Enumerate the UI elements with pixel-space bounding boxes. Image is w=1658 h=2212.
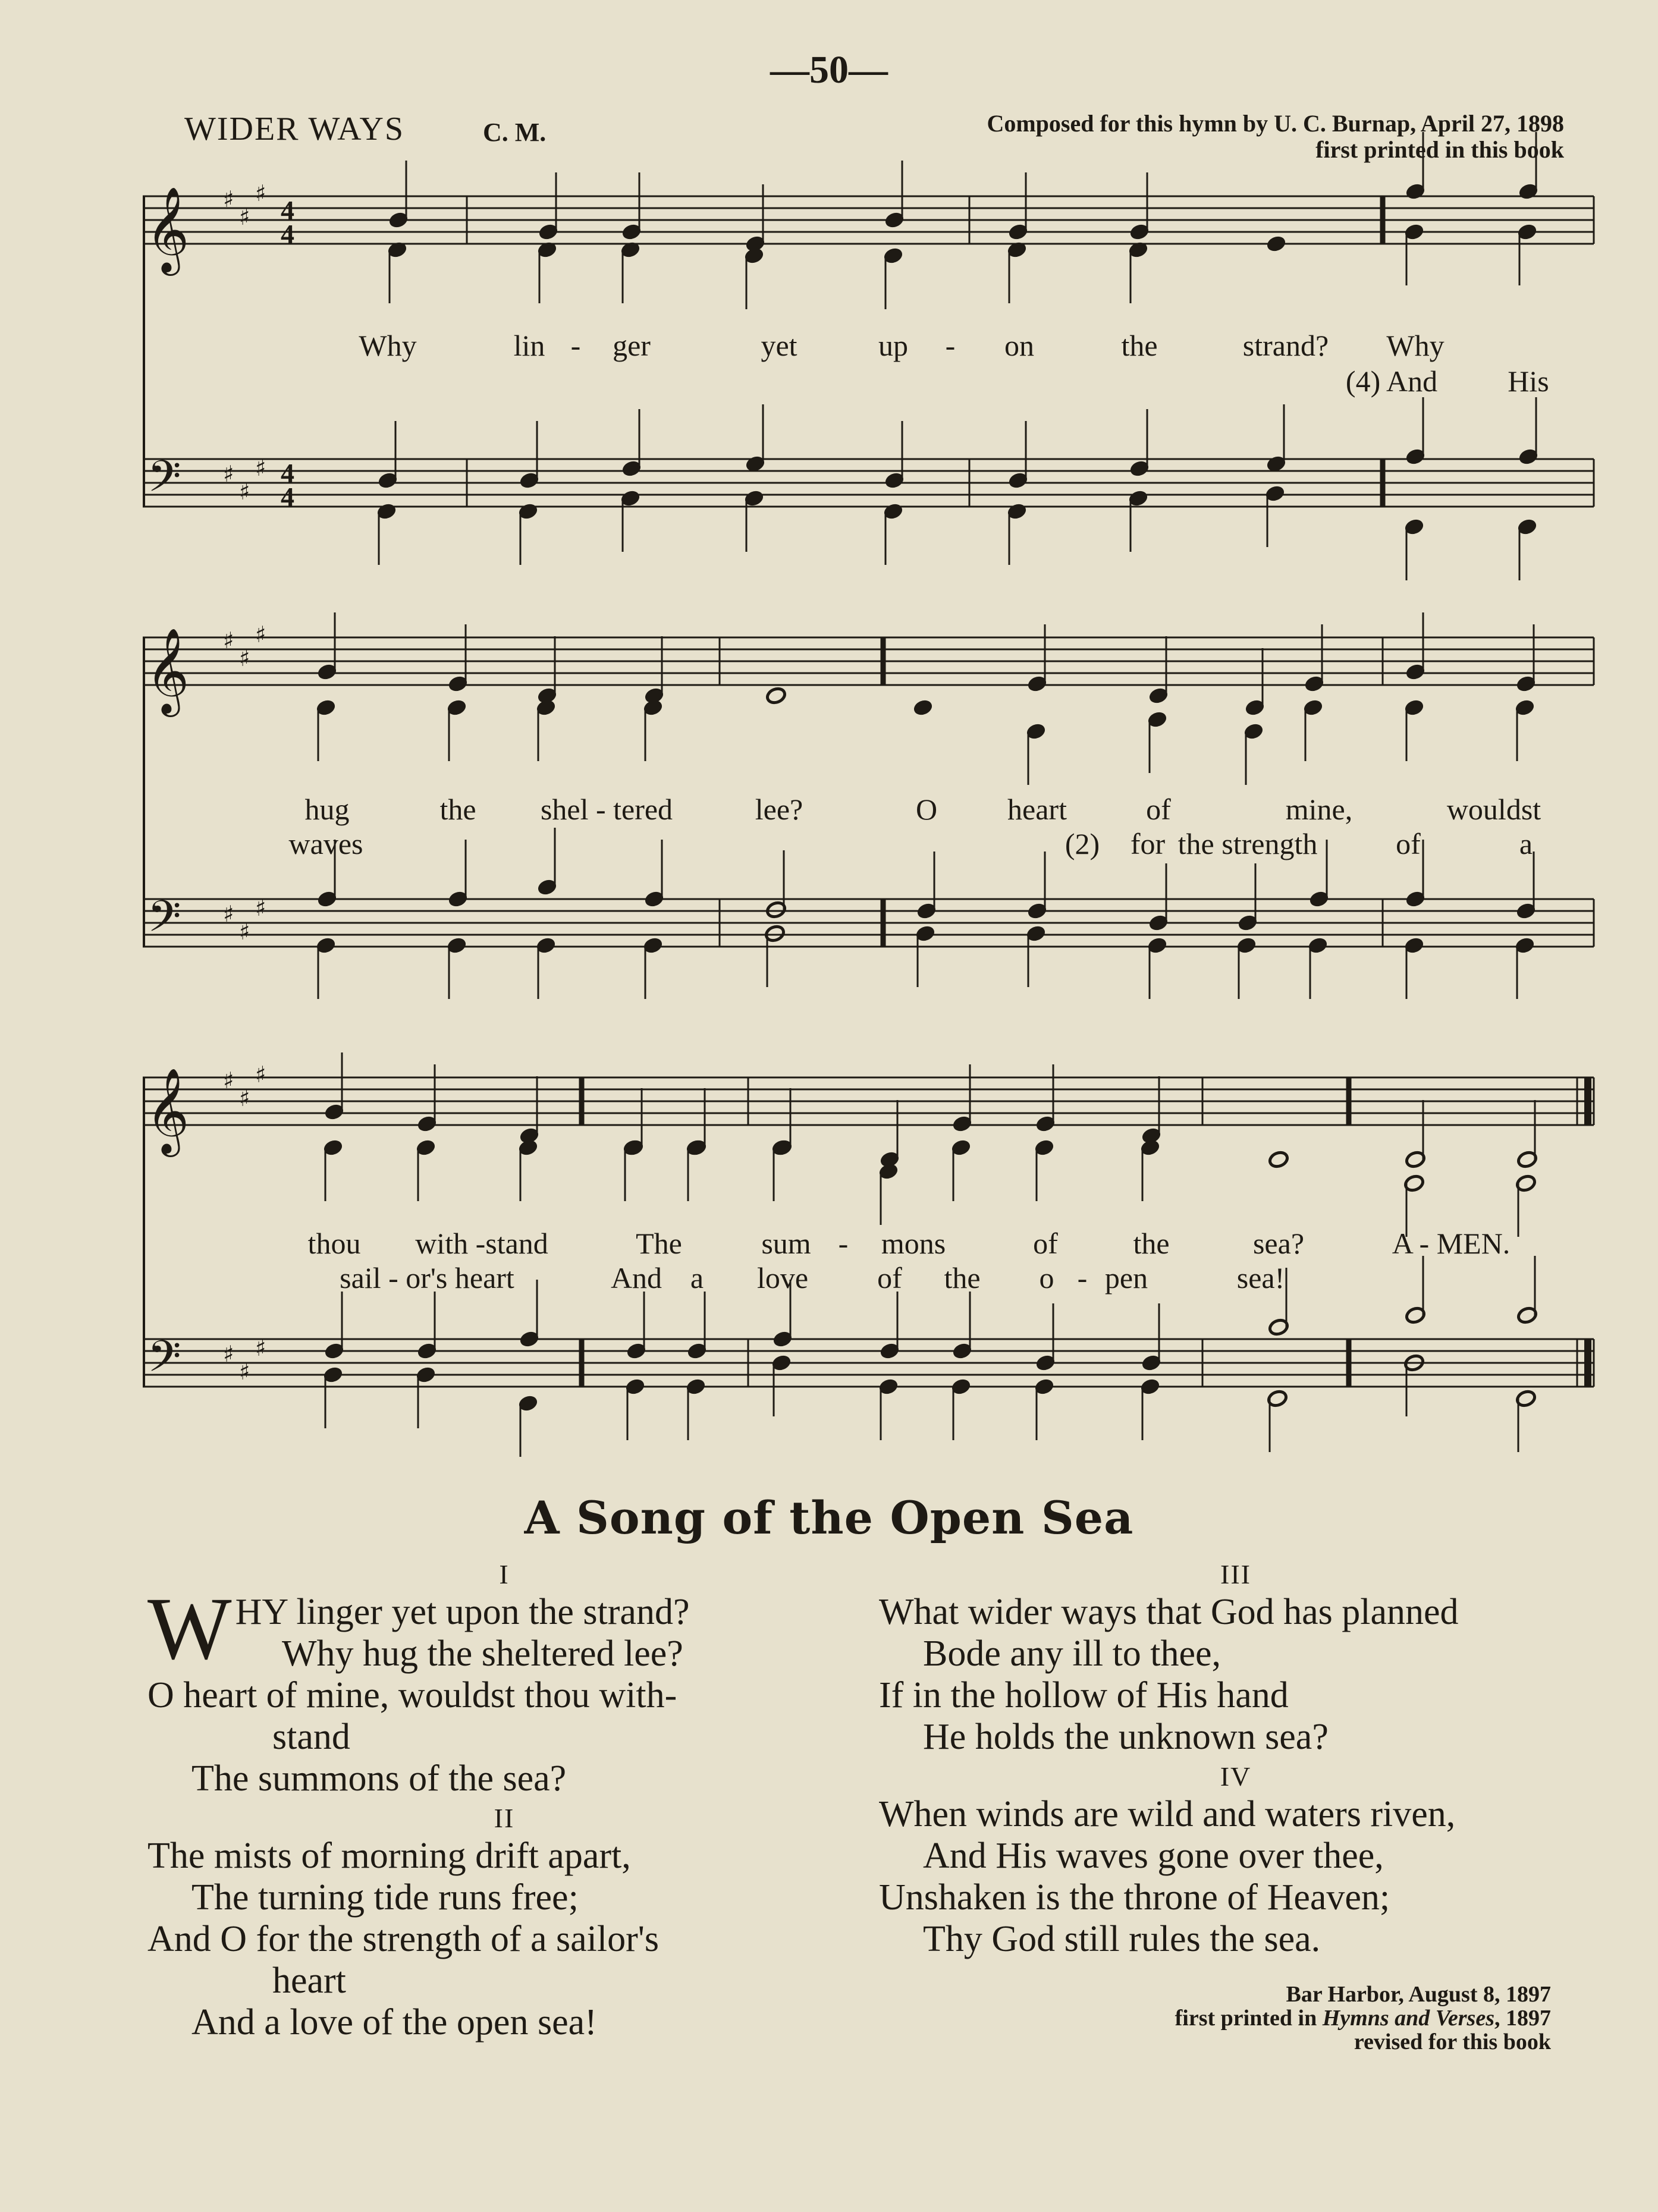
stanza-line: Why hug the sheltered lee? — [282, 1633, 683, 1674]
stanza-line: Unshaken is the throne of Heaven; — [879, 1877, 1390, 1918]
time-signature-top: 4 — [281, 458, 294, 488]
sharp-icon: ♯ — [255, 1061, 266, 1088]
stanza-line: Bode any ill to thee, — [923, 1633, 1221, 1674]
sharp-icon: ♯ — [239, 479, 250, 505]
lyric: heart — [1007, 793, 1067, 826]
treble-clef-icon: 𝄞 — [146, 628, 190, 714]
lyric: strand? — [1242, 329, 1329, 362]
sharp-icon: ♯ — [223, 186, 234, 212]
sharp-icon: ♯ — [255, 1335, 266, 1361]
tune-meter: C. M. — [483, 118, 547, 147]
stanza-line: heart — [272, 1960, 346, 2001]
lyric: up — [878, 329, 908, 362]
lyric: mine, — [1285, 793, 1353, 826]
lyric: lee? — [755, 793, 803, 826]
lyric: A - MEN. — [1392, 1227, 1511, 1260]
lyric: love — [756, 1261, 809, 1294]
lyric: - — [1077, 1261, 1088, 1294]
lyric: with -stand — [415, 1227, 548, 1260]
lyric: ger — [613, 329, 651, 362]
stanza-column-left — [147, 1558, 861, 2043]
lyric: His — [1508, 365, 1549, 398]
lyric: of — [877, 1261, 902, 1294]
page-number: —50— — [770, 48, 888, 92]
colophon-book-title: Hymns and Verses — [1322, 2006, 1494, 2031]
sharp-icon: ♯ — [255, 455, 266, 481]
drop-cap: W — [147, 1579, 232, 1678]
stanza-line: He holds the unknown sea? — [923, 1717, 1329, 1757]
lyric: o — [1039, 1261, 1054, 1294]
sharp-icon: ♯ — [239, 919, 250, 945]
music-system-2 — [143, 595, 1606, 1023]
lyric: Why — [359, 329, 417, 362]
lyrics-system-3-verse-2 — [143, 1261, 1606, 1296]
note-head — [1266, 234, 1287, 253]
sharp-icon: ♯ — [223, 901, 234, 927]
stanza-line: stand — [272, 1717, 350, 1757]
stanza-line: What wider ways that God has planned — [879, 1592, 1459, 1632]
time-signature-top: 4 — [281, 195, 294, 225]
lyric: sail - or's heart — [340, 1261, 514, 1294]
lyric: yet — [761, 329, 797, 362]
lyric: the — [439, 793, 476, 826]
bass-clef-icon: 𝄢 — [147, 451, 181, 512]
lyric: of — [1033, 1227, 1058, 1260]
composer-line: Composed for this hymn by U. C. Burnap, April 27, 1898 — [987, 110, 1564, 137]
treble-clef-icon: 𝄞 — [146, 187, 190, 272]
stanza-numeral: I — [499, 1559, 510, 1589]
stanza-line: The mists of morning drift apart, — [147, 1836, 631, 1876]
sharp-icon: ♯ — [255, 621, 266, 648]
lyrics-system-1-verse-2 — [143, 364, 1606, 400]
lyric: waves — [288, 827, 363, 860]
lyric: sea? — [1252, 1227, 1305, 1260]
lyric: sea! — [1236, 1261, 1285, 1294]
colophon-place-date: Bar Harbor, August 8, 1897 — [1286, 1982, 1551, 2007]
lyric: (4) And — [1345, 365, 1438, 398]
sharp-icon: ♯ — [255, 895, 266, 921]
lyric: the — [944, 1261, 981, 1294]
hymn-title: A Song of the Open Sea — [524, 1491, 1134, 1544]
lyric: hug — [304, 793, 350, 826]
lyric: Why — [1386, 329, 1445, 362]
lyrics-system-2-verse-2 — [143, 827, 1606, 862]
time-signature-bottom: 4 — [281, 219, 294, 249]
sharp-icon: ♯ — [223, 1067, 234, 1094]
note-head — [912, 698, 934, 717]
sharp-icon: ♯ — [223, 1341, 234, 1367]
lyric: And — [610, 1261, 662, 1294]
stanza-line: And O for the strength of a sailor's — [147, 1919, 660, 1959]
colophon-revised: revised for this book — [1354, 2029, 1551, 2054]
sharp-icon: ♯ — [239, 1085, 250, 1111]
lyric: mons — [881, 1227, 946, 1260]
lyric: thou — [307, 1227, 361, 1260]
note-head — [1268, 1150, 1289, 1169]
tune-name: WIDER WAYS — [184, 111, 405, 147]
stanza-1 — [147, 1558, 861, 1799]
stanza-line: HY linger yet upon the strand? — [235, 1592, 690, 1632]
stanza-2 — [147, 1802, 861, 2043]
lyric: - — [945, 329, 956, 362]
sharp-icon: ♯ — [223, 461, 234, 487]
lyric: the — [1121, 329, 1158, 362]
sharp-icon: ♯ — [255, 180, 266, 206]
stanza-3 — [879, 1558, 1593, 1758]
lyric: on — [1004, 329, 1034, 362]
lyric: for — [1130, 827, 1166, 860]
stanza-line: The summons of the sea? — [191, 1758, 567, 1799]
time-signature-bottom: 4 — [281, 482, 294, 512]
first-printed-line: first printed in this book — [1315, 136, 1564, 163]
colophon-first-printed — [1175, 2006, 1551, 2030]
stanza-column-right — [879, 1558, 1593, 1960]
lyric: - — [838, 1227, 849, 1260]
lyric: sum — [761, 1227, 811, 1260]
colophon — [1175, 1982, 1551, 2054]
stanza-line: Thy God still rules the sea. — [923, 1919, 1321, 1959]
note-head — [765, 686, 787, 705]
stanza-4 — [879, 1760, 1593, 1960]
sharp-icon: ♯ — [223, 627, 234, 653]
lyrics-system-3-verse-1 — [143, 1226, 1606, 1262]
sharp-icon: ♯ — [239, 204, 250, 230]
lyric: O — [915, 793, 938, 826]
lyric: (2) — [1064, 827, 1100, 860]
lyric: shel - tered — [540, 793, 673, 826]
lyric: pen — [1104, 1261, 1148, 1294]
stanza-line: If in the hollow of His hand — [879, 1675, 1289, 1715]
lyric: - — [570, 329, 581, 362]
sharp-icon: ♯ — [239, 645, 250, 671]
lyrics-system-1-verse-1 — [143, 328, 1606, 364]
stanza-line: And His waves gone over thee, — [923, 1836, 1384, 1876]
lyric: of — [1396, 827, 1421, 860]
lyric: The — [636, 1227, 682, 1260]
bass-clef-icon: 𝄢 — [147, 891, 181, 952]
stanza-line: And a love of the open sea! — [191, 2002, 597, 2043]
lyric: a — [1519, 827, 1533, 860]
stanza-line: When winds are wild and waters riven, — [879, 1794, 1456, 1834]
treble-clef-icon: 𝄞 — [146, 1068, 190, 1154]
colophon-prefix: first printed in — [1175, 2006, 1323, 2031]
lyrics-system-2-verse-1 — [143, 792, 1606, 828]
lyric: wouldst — [1446, 793, 1541, 826]
lyric: the — [1133, 1227, 1170, 1260]
lyric: of — [1146, 793, 1171, 826]
sharp-icon: ♯ — [239, 1359, 250, 1385]
music-system-1 — [143, 155, 1606, 583]
stanza-numeral: II — [494, 1803, 515, 1833]
lyric: a — [690, 1261, 704, 1294]
bass-clef-icon: 𝄢 — [147, 1331, 181, 1392]
colophon-year: , 1897 — [1494, 2006, 1551, 2031]
lyric: lin — [513, 329, 545, 362]
stanza-numeral: IV — [1220, 1761, 1252, 1792]
stanza-line: O heart of mine, wouldst thou with- — [147, 1675, 677, 1715]
stanza-line: The turning tide runs free; — [191, 1877, 579, 1918]
lyric: the strength — [1177, 827, 1318, 860]
stanza-numeral: III — [1220, 1559, 1251, 1589]
music-system-3 — [143, 1035, 1606, 1487]
